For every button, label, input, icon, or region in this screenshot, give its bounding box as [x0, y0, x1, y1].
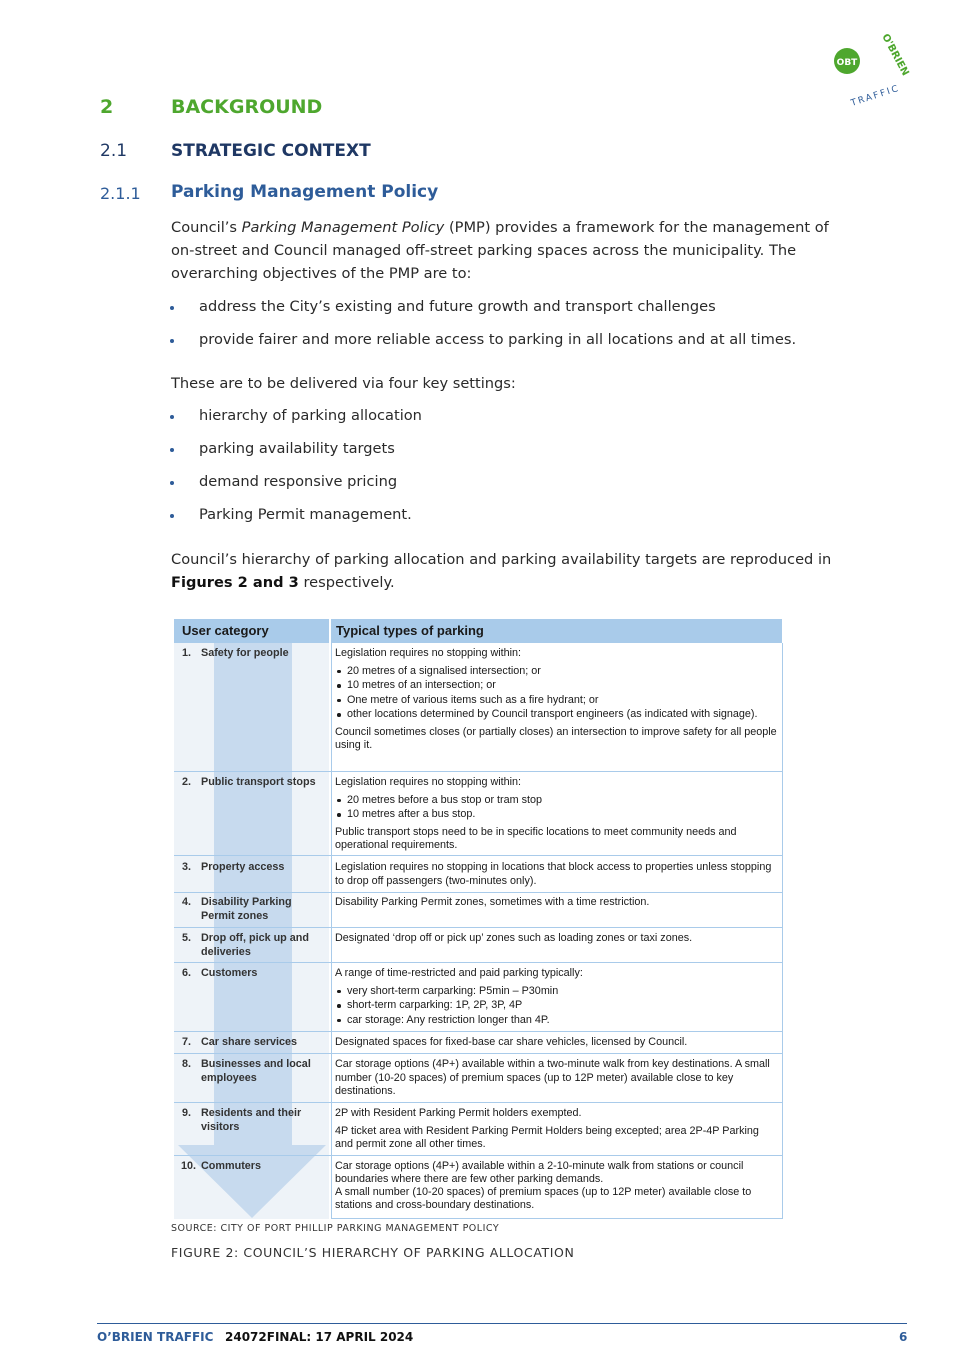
- bullet-icon: [170, 306, 174, 310]
- table-row-description: [335, 776, 777, 857]
- parking-hierarchy-table: [174, 619, 782, 1219]
- description-list-item: short-term carparking: 1P, 2P, 3P, 4P: [335, 999, 777, 1013]
- heading-3-number: 2.1.1: [100, 184, 141, 203]
- column-divider: [329, 619, 331, 1219]
- table-row-description: [335, 1058, 777, 1103]
- description-note: A small number (10-20 spaces) of premium spaces (up to 12P meter) available close to stations and cross-boundary destinations.: [335, 1186, 752, 1211]
- heading-1-title: BACKGROUND: [171, 96, 323, 118]
- figure-source: SOURCE: CITY OF PORT PHILLIP PARKING MANAGEMENT POLICY: [171, 1223, 500, 1234]
- description-text: Designated ‘drop off or pick up’ zones such as loading zones or taxi zones.: [335, 932, 693, 944]
- description-text: Disability Parking Permit zones, sometimes with a time restriction.: [335, 896, 650, 908]
- category-number: 6.: [182, 967, 192, 979]
- description-list-item: 20 metres before a bus stop or tram stop: [335, 794, 777, 808]
- category-label: Residents and their visitors: [201, 1107, 302, 1133]
- footer-brand: O’BRIEN TRAFFIC: [97, 1330, 214, 1344]
- heading-1-number: 2: [100, 96, 114, 118]
- figures-reference-paragraph: [171, 548, 851, 594]
- category-number: 2.: [182, 776, 192, 788]
- description-list: [335, 985, 777, 1028]
- table-row-description: [335, 932, 777, 950]
- description-note: Public transport stops need to be in specific locations to meet community needs and operational requirements.: [335, 825, 737, 851]
- category-label: Drop off, pick up and deliveries: [201, 932, 309, 958]
- description-note: Council sometimes closes (or partially closes) an intersection to improve safety for all people using it.: [335, 725, 777, 751]
- setting-text: Parking Permit management.: [199, 506, 412, 523]
- bullet-icon: [170, 514, 174, 518]
- figures-ref-text-2: respectively.: [298, 574, 395, 591]
- description-list-item: very short-term carparking: P5min – P30min: [335, 985, 777, 999]
- category-number: 1.: [182, 647, 192, 659]
- description-text: Car storage options (4P+) available within a 2-10-minute walk from stations or council boundaries where there are few other parking demands.: [335, 1160, 744, 1185]
- description-text: Legislation requires no stopping in locations that block access to properties unless stopping to drop off passengers (two-minutes only).: [335, 861, 772, 887]
- svg-text:O'BRIEN: O'BRIEN: [879, 32, 911, 78]
- svg-text:TRAFFIC: TRAFFIC: [849, 83, 902, 109]
- obrien-traffic-logo: [828, 26, 924, 114]
- header-typical-parking: Typical types of parking: [336, 623, 484, 638]
- description-list: [335, 665, 777, 722]
- bullet-icon: [170, 339, 174, 343]
- intro-paragraph: [171, 216, 851, 285]
- footer-divider: [97, 1323, 907, 1324]
- table-row-description: [335, 647, 777, 757]
- row-divider: [174, 892, 782, 893]
- table-row-description: [335, 967, 777, 1031]
- description-text: A range of time-restricted and paid parking typically:: [335, 967, 583, 979]
- description-list-item: 10 metres after a bus stop.: [335, 808, 777, 822]
- heading-3-title: Parking Management Policy: [171, 182, 439, 202]
- category-label: Customers: [201, 967, 258, 979]
- description-text: Designated spaces for fixed-base car share vehicles, licensed by Council.: [335, 1036, 688, 1048]
- category-number: 9.: [182, 1107, 192, 1119]
- category-label: Businesses and local employees: [201, 1058, 311, 1084]
- description-text: 2P with Resident Parking Permit holders exempted.: [335, 1107, 582, 1119]
- table-row-description: [335, 861, 777, 892]
- objective-text: address the City’s existing and future growth and transport challenges: [199, 298, 716, 315]
- category-label: Safety for people: [201, 647, 289, 659]
- table-row-description: [335, 1160, 777, 1212]
- category-number: 10.: [181, 1160, 197, 1172]
- intro-text-1: Council’s: [171, 219, 242, 236]
- description-list: [335, 794, 777, 822]
- figures-ref-bold: Figures 2 and 3: [171, 574, 299, 591]
- category-number: 3.: [182, 861, 192, 873]
- row-divider: [174, 771, 782, 772]
- figure-caption: FIGURE 2: COUNCIL’S HIERARCHY OF PARKING ALLOCATION: [171, 1245, 575, 1260]
- description-text: Legislation requires no stopping within:: [335, 776, 522, 788]
- row-divider: [174, 927, 782, 928]
- objective-text: provide fairer and more reliable access to parking in all locations and at all times.: [199, 331, 797, 348]
- intro-text-2: (PMP) provides a framework for the management of on-street and Council managed off-street parking spaces across the municipality. The overarching objectives of the PMP are to:: [171, 219, 829, 282]
- category-number: 8.: [182, 1058, 192, 1070]
- bullet-icon: [170, 448, 174, 452]
- setting-text: parking availability targets: [199, 440, 395, 457]
- figures-ref-text-1: Council’s hierarchy of parking allocation and parking availability targets are reproduced in: [171, 551, 832, 568]
- category-label: Car share services: [201, 1036, 298, 1048]
- heading-2-number: 2.1: [100, 141, 128, 161]
- footer-document-reference: 24072FINAL: 17 APRIL 2024: [225, 1330, 414, 1344]
- svg-text:OBT: OBT: [836, 58, 858, 68]
- description-list-item: 20 metres of a signalised intersection; or: [335, 665, 777, 679]
- description-list-item: 10 metres of an intersection; or: [335, 679, 777, 693]
- category-number: 5.: [182, 932, 192, 944]
- table-row-description: [335, 896, 777, 914]
- footer-page-number: 6: [899, 1330, 908, 1344]
- bullet-icon: [170, 481, 174, 485]
- category-label: Property access: [201, 861, 285, 873]
- header-user-category: User category: [182, 623, 269, 638]
- description-list-item: One metre of various items such as a fire hydrant; or: [335, 694, 777, 708]
- description-list-item: other locations determined by Council transport engineers (as indicated with signage).: [335, 708, 777, 722]
- setting-text: demand responsive pricing: [199, 473, 398, 490]
- table-row-description: [335, 1107, 777, 1156]
- category-label: Public transport stops: [201, 776, 316, 788]
- description-text: Car storage options (4P+) available within a two-minute walk from key destinations. A small number (10-20 spaces) of premium spaces (up to 12P meter) available close to key destinations.: [335, 1058, 770, 1097]
- table-row-description: [335, 1036, 777, 1054]
- category-label: Disability Parking Permit zones: [201, 896, 292, 922]
- category-number: 7.: [182, 1036, 192, 1048]
- row-divider: [174, 1031, 782, 1032]
- category-label: Commuters: [201, 1160, 261, 1172]
- description-list-item: car storage: Any restriction longer than 4P.: [335, 1014, 777, 1028]
- heading-2-title: STRATEGIC CONTEXT: [171, 141, 371, 161]
- bullet-icon: [170, 415, 174, 419]
- policy-name: Parking Management Policy: [241, 219, 445, 236]
- table-header-row: [174, 619, 782, 643]
- category-number: 4.: [182, 896, 192, 908]
- row-divider: [174, 962, 782, 963]
- settings-intro: These are to be delivered via four key settings:: [171, 375, 516, 392]
- description-note: 4P ticket area with Resident Parking Permit Holders being excepted; area 2P-4P Parking and permit zone all other times.: [335, 1124, 759, 1150]
- description-text: Legislation requires no stopping within:: [335, 647, 522, 659]
- setting-text: hierarchy of parking allocation: [199, 407, 422, 424]
